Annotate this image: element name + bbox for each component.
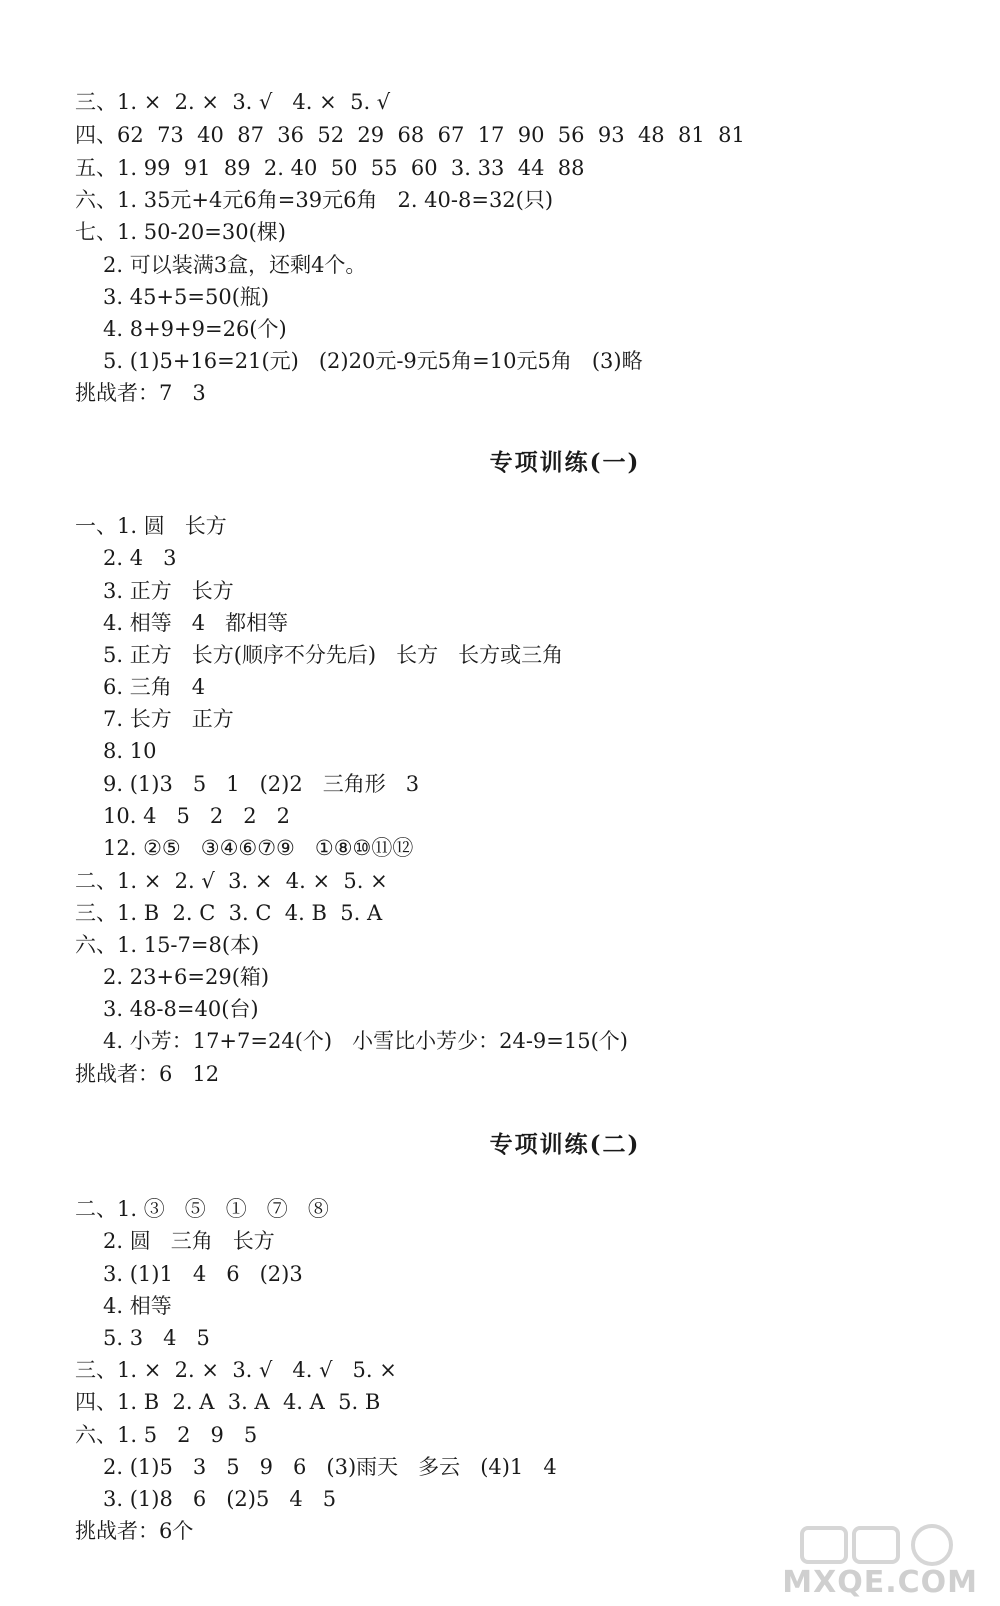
answer-line: 4. 8+9+9=26(个) [103, 317, 287, 341]
answer-line: 六、1. 35元+4元6角=39元6角 2. 40-8=32(只) [75, 188, 554, 212]
answer-line: 4. 相等 [103, 1294, 172, 1318]
answer-line: 一、1. 圆 长方 [75, 514, 227, 538]
answer-line: 3. 正方 长方 [103, 579, 234, 603]
answer-line: 2. 23+6=29(箱) [103, 965, 270, 989]
challenge-line: 挑战者：6个 [75, 1519, 194, 1543]
watermark-text: MXQE.COM [782, 1565, 978, 1600]
answer-line: 五、1. 99 91 89 2. 40 50 55 60 3. 33 44 88 [75, 156, 585, 180]
watermark-logo [782, 1520, 982, 1600]
answer-line: 10. 4 5 2 2 2 [103, 804, 290, 828]
answer-line: 二、1. × 2. √ 3. × 4. × 5. × [75, 869, 388, 893]
answer-line: 六、1. 15-7=8(本) [75, 933, 260, 957]
answer-line: 5. 正方 长方(顺序不分先后) 长方 长方或三角 [103, 643, 564, 667]
answer-line: 5. (1)5+16=21(元) (2)20元-9元5角=10元5角 (3)略 [103, 349, 643, 373]
answer-line: 四、1. B 2. A 3. A 4. A 5. B [75, 1390, 381, 1414]
answer-line: 四、62 73 40 87 36 52 29 68 67 17 90 56 93 48 81 81 [75, 123, 745, 147]
answer-line: 三、1. × 2. × 3. √ 4. √ 5. × [75, 1358, 397, 1382]
answer-line: 三、1. B 2. C 3. C 4. B 5. A [75, 901, 383, 925]
answer-line: 三、1. × 2. × 3. √ 4. × 5. √ [75, 90, 391, 114]
answer-line: 8. 10 [103, 739, 157, 763]
answer-line: 5. 3 4 5 [103, 1326, 210, 1350]
answer-line: 二、1. ③ ⑤ ① ⑦ ⑧ [75, 1197, 329, 1221]
answer-line: 7. 长方 正方 [103, 707, 234, 731]
watermark-emblem-icon [782, 1520, 982, 1570]
answer-line: 2. 可以装满3盒，还剩4个。 [103, 253, 367, 277]
section-heading: 专项训练(一) [489, 449, 641, 476]
answer-line: 12. ②⑤ ③④⑥⑦⑨ ①⑧⑩⑪⑫ [103, 836, 414, 860]
section-heading: 专项训练(二) [489, 1131, 641, 1158]
answer-line: 2. 圆 三角 长方 [103, 1229, 275, 1253]
answer-line: 2. 4 3 [103, 546, 177, 570]
challenge-line: 挑战者：6 12 [75, 1062, 220, 1086]
answer-line: 七、1. 50-20=30(棵) [75, 220, 286, 244]
answer-line: 4. 相等 4 都相等 [103, 611, 289, 635]
answer-line: 六、1. 5 2 9 5 [75, 1423, 258, 1447]
challenge-line: 挑战者：7 3 [75, 381, 206, 405]
answer-line: 3. (1)1 4 6 (2)3 [103, 1262, 303, 1286]
answer-line: 3. 45+5=50(瓶) [103, 285, 270, 309]
answer-line: 3. 48-8=40(台) [103, 997, 259, 1021]
answer-line: 4. 小芳：17+7=24(个) 小雪比小芳少：24-9=15(个) [103, 1029, 628, 1053]
answer-line: 9. (1)3 5 1 (2)2 三角形 3 [103, 772, 420, 796]
answer-line: 3. (1)8 6 (2)5 4 5 [103, 1487, 337, 1511]
answer-line: 6. 三角 4 [103, 675, 206, 699]
answer-line: 2. (1)5 3 5 9 6 (3)雨天 多云 (4)1 4 [103, 1455, 557, 1479]
